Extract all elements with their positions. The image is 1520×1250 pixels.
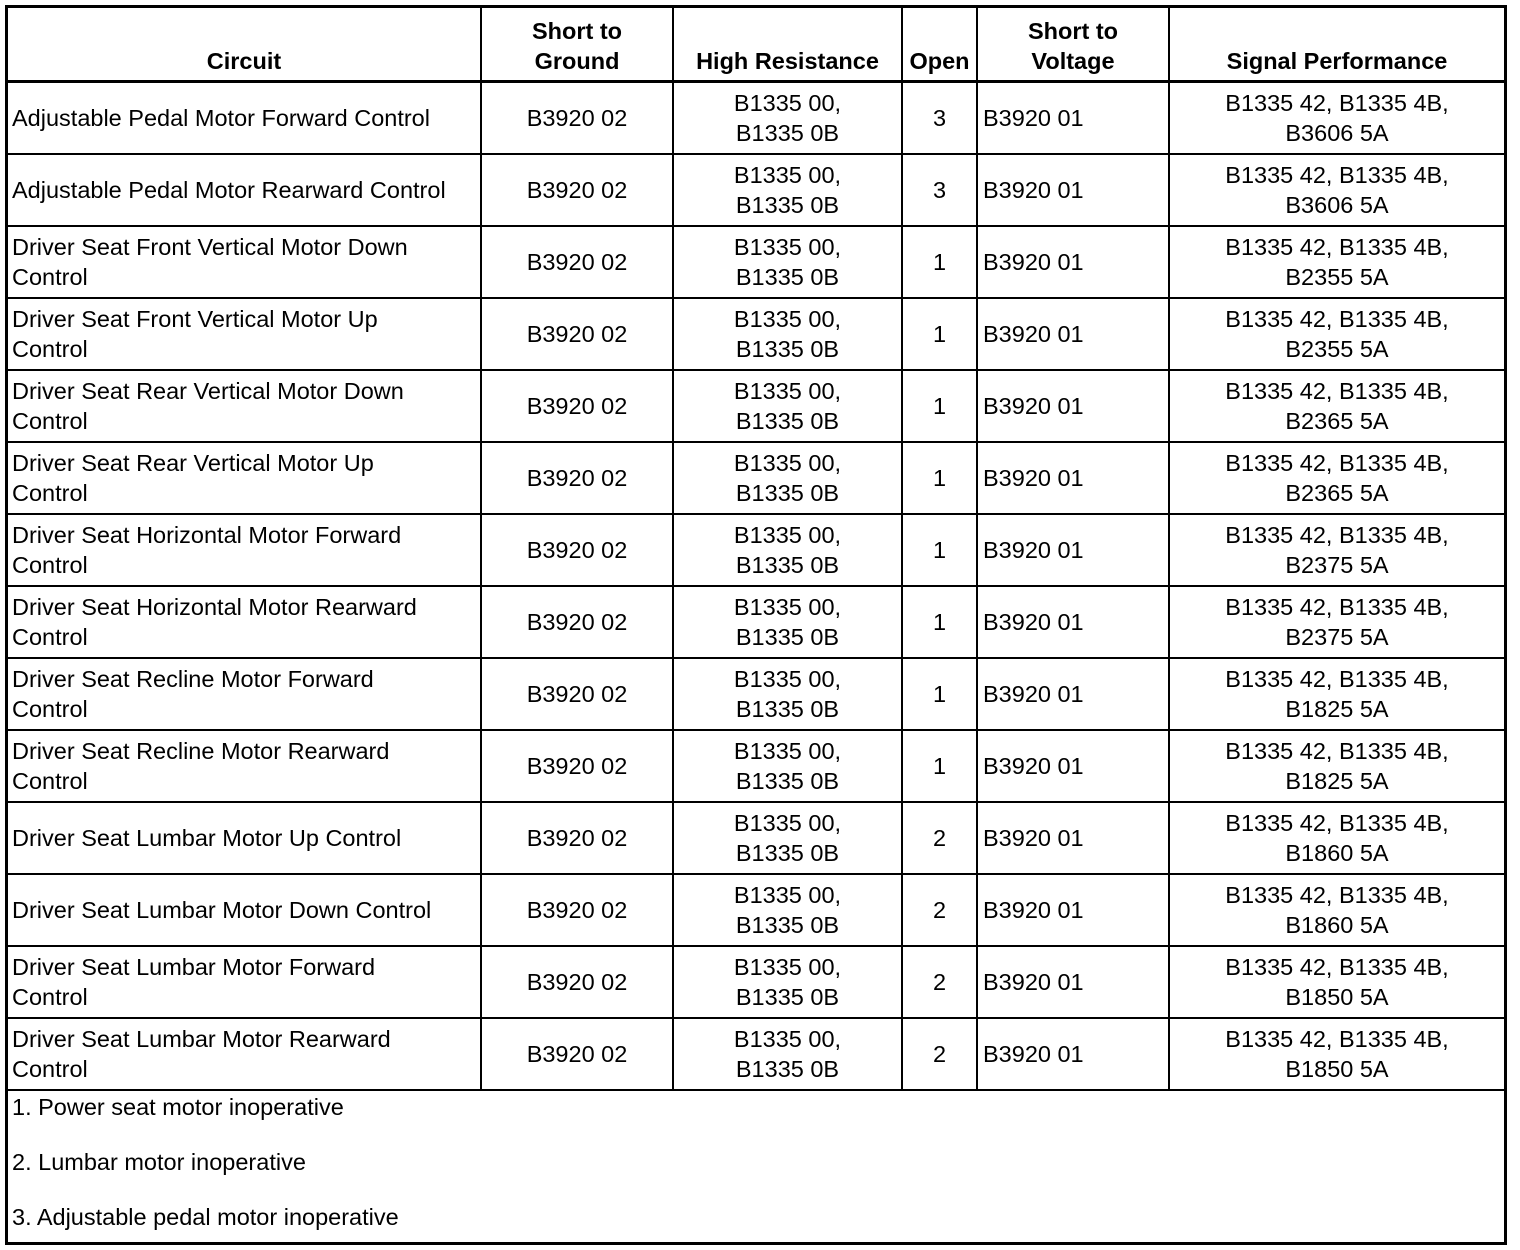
header-high-resistance: High Resistance (673, 8, 902, 82)
high-resistance-line: B1335 00, (733, 594, 842, 620)
high-resistance-line: B1335 00, (733, 1026, 842, 1052)
open-cell: 1 (902, 514, 977, 586)
dtc-symptom-table-document (5, 5, 1507, 1245)
circuit-line: Driver Seat Recline Motor Rearward (12, 738, 390, 764)
circuit-cell (8, 226, 481, 298)
signal-performance-line: B1335 42, B1335 4B, (1225, 162, 1449, 188)
circuit-cell (8, 442, 481, 514)
circuit-cell (8, 298, 481, 370)
circuit-cell (8, 658, 481, 730)
footnote-3: 3. Adjustable pedal motor inoperative (12, 1204, 399, 1230)
circuit-line: Driver Seat Lumbar Motor Down Control (12, 897, 432, 923)
signal-performance-line: B2375 5A (1285, 624, 1389, 650)
high-resistance-line: B1335 0B (735, 1056, 840, 1082)
header-open: Open (902, 8, 977, 82)
short-to-ground-cell: B3920 02 (481, 442, 673, 514)
signal-performance-cell (1169, 730, 1504, 802)
signal-performance-line: B1825 5A (1285, 696, 1389, 722)
high-resistance-cell (673, 370, 902, 442)
table-row (8, 298, 1504, 370)
short-to-voltage-cell: B3920 01 (977, 226, 1169, 298)
circuit-cell (8, 514, 481, 586)
high-resistance-cell (673, 1018, 902, 1090)
high-resistance-line: B1335 0B (735, 192, 840, 218)
signal-performance-line: B1335 42, B1335 4B, (1225, 378, 1449, 404)
signal-performance-cell (1169, 586, 1504, 658)
signal-performance-cell (1169, 442, 1504, 514)
table-row (8, 82, 1504, 155)
signal-performance-line: B1335 42, B1335 4B, (1225, 234, 1449, 260)
circuit-cell (8, 370, 481, 442)
short-to-voltage-cell: B3920 01 (977, 730, 1169, 802)
high-resistance-cell (673, 658, 902, 730)
high-resistance-cell (673, 226, 902, 298)
signal-performance-line: B2365 5A (1285, 408, 1389, 434)
short-to-ground-cell: B3920 02 (481, 658, 673, 730)
short-to-ground-cell: B3920 02 (481, 514, 673, 586)
high-resistance-cell (673, 442, 902, 514)
table-row (8, 226, 1504, 298)
short-to-ground-cell: B3920 02 (481, 298, 673, 370)
circuit-cell (8, 82, 481, 155)
table-row (8, 154, 1504, 226)
table-row (8, 802, 1504, 874)
table-row (8, 442, 1504, 514)
signal-performance-line: B2375 5A (1285, 552, 1389, 578)
signal-performance-line: B1860 5A (1285, 912, 1389, 938)
circuit-line: Driver Seat Lumbar Motor Forward (12, 954, 376, 980)
signal-performance-cell (1169, 514, 1504, 586)
high-resistance-line: B1335 0B (735, 408, 840, 434)
signal-performance-line: B2355 5A (1285, 336, 1389, 362)
high-resistance-line: B1335 00, (733, 450, 842, 476)
short-to-ground-cell: B3920 02 (481, 946, 673, 1018)
high-resistance-cell (673, 730, 902, 802)
circuit-line: Driver Seat Lumbar Motor Rearward (12, 1026, 391, 1052)
high-resistance-line: B1335 0B (735, 696, 840, 722)
signal-performance-line: B2355 5A (1285, 264, 1389, 290)
high-resistance-cell (673, 82, 902, 155)
circuit-line: Control (12, 768, 88, 794)
open-cell: 1 (902, 442, 977, 514)
table-row (8, 946, 1504, 1018)
short-to-ground-cell: B3920 02 (481, 226, 673, 298)
signal-performance-line: B1850 5A (1285, 1056, 1389, 1082)
high-resistance-line: B1335 0B (735, 336, 840, 362)
high-resistance-line: B1335 0B (735, 912, 840, 938)
signal-performance-line: B3606 5A (1285, 120, 1389, 146)
short-to-ground-cell: B3920 02 (481, 154, 673, 226)
open-cell: 1 (902, 586, 977, 658)
high-resistance-line: B1335 0B (735, 120, 840, 146)
circuit-cell (8, 1018, 481, 1090)
header-short-to-voltage-line: Voltage (1031, 48, 1115, 74)
table-row (8, 1018, 1504, 1090)
high-resistance-cell (673, 874, 902, 946)
signal-performance-line: B1335 42, B1335 4B, (1225, 954, 1449, 980)
short-to-voltage-cell: B3920 01 (977, 82, 1169, 155)
high-resistance-line: B1335 00, (733, 954, 842, 980)
signal-performance-cell (1169, 874, 1504, 946)
signal-performance-line: B1850 5A (1285, 984, 1389, 1010)
circuit-line: Control (12, 264, 88, 290)
short-to-voltage-cell: B3920 01 (977, 946, 1169, 1018)
high-resistance-line: B1335 00, (733, 90, 842, 116)
signal-performance-line: B1860 5A (1285, 840, 1389, 866)
high-resistance-cell (673, 946, 902, 1018)
table-row (8, 370, 1504, 442)
table-row (8, 658, 1504, 730)
table-row (8, 874, 1504, 946)
header-short-to-ground-line: Ground (534, 48, 620, 74)
short-to-ground-cell: B3920 02 (481, 802, 673, 874)
signal-performance-line: B1335 42, B1335 4B, (1225, 738, 1449, 764)
high-resistance-line: B1335 0B (735, 624, 840, 650)
short-to-voltage-cell: B3920 01 (977, 1018, 1169, 1090)
short-to-ground-cell: B3920 02 (481, 730, 673, 802)
signal-performance-cell (1169, 154, 1504, 226)
header-short-to-ground (481, 8, 673, 82)
signal-performance-line: B1335 42, B1335 4B, (1225, 882, 1449, 908)
circuit-line: Driver Seat Lumbar Motor Up Control (12, 825, 402, 851)
circuit-line: Control (12, 552, 88, 578)
circuit-line: Adjustable Pedal Motor Rearward Control (12, 177, 446, 203)
circuit-line: Control (12, 408, 88, 434)
short-to-ground-cell: B3920 02 (481, 370, 673, 442)
circuit-line: Driver Seat Front Vertical Motor Down (12, 234, 408, 260)
signal-performance-line: B1335 42, B1335 4B, (1225, 90, 1449, 116)
high-resistance-line: B1335 0B (735, 480, 840, 506)
open-cell: 1 (902, 658, 977, 730)
open-cell: 2 (902, 946, 977, 1018)
high-resistance-cell (673, 298, 902, 370)
table-row (8, 514, 1504, 586)
open-cell: 2 (902, 1018, 977, 1090)
signal-performance-line: B1335 42, B1335 4B, (1225, 594, 1449, 620)
high-resistance-line: B1335 00, (733, 666, 842, 692)
footnote-2: 2. Lumbar motor inoperative (12, 1149, 306, 1175)
open-cell: 1 (902, 370, 977, 442)
table-row (8, 730, 1504, 802)
signal-performance-cell (1169, 658, 1504, 730)
circuit-line: Control (12, 336, 88, 362)
high-resistance-line: B1335 00, (733, 378, 842, 404)
header-short-to-ground-line: Short to (531, 18, 623, 44)
high-resistance-line: B1335 00, (733, 522, 842, 548)
circuit-line: Driver Seat Horizontal Motor Rearward (12, 594, 417, 620)
short-to-voltage-cell: B3920 01 (977, 874, 1169, 946)
short-to-voltage-cell: B3920 01 (977, 370, 1169, 442)
circuit-line: Control (12, 624, 88, 650)
signal-performance-line: B1335 42, B1335 4B, (1225, 810, 1449, 836)
dtc-table (8, 8, 1504, 1091)
high-resistance-cell (673, 514, 902, 586)
circuit-line: Control (12, 1056, 88, 1082)
short-to-voltage-cell: B3920 01 (977, 442, 1169, 514)
short-to-voltage-cell: B3920 01 (977, 298, 1169, 370)
high-resistance-cell (673, 586, 902, 658)
circuit-line: Driver Seat Horizontal Motor Forward (12, 522, 402, 548)
high-resistance-line: B1335 00, (733, 882, 842, 908)
signal-performance-line: B1335 42, B1335 4B, (1225, 522, 1449, 548)
short-to-ground-cell: B3920 02 (481, 1018, 673, 1090)
circuit-cell (8, 802, 481, 874)
high-resistance-line: B1335 00, (733, 234, 842, 260)
short-to-ground-cell: B3920 02 (481, 874, 673, 946)
signal-performance-cell (1169, 226, 1504, 298)
open-cell: 2 (902, 802, 977, 874)
circuit-line: Driver Seat Rear Vertical Motor Up (12, 450, 374, 476)
short-to-ground-cell: B3920 02 (481, 82, 673, 155)
high-resistance-cell (673, 802, 902, 874)
circuit-cell (8, 154, 481, 226)
circuit-cell (8, 586, 481, 658)
high-resistance-line: B1335 00, (733, 738, 842, 764)
circuit-line: Adjustable Pedal Motor Forward Control (12, 105, 430, 131)
circuit-line: Driver Seat Front Vertical Motor Up (12, 306, 378, 332)
circuit-line: Driver Seat Recline Motor Forward (12, 666, 374, 692)
open-cell: 1 (902, 730, 977, 802)
short-to-voltage-cell: B3920 01 (977, 154, 1169, 226)
open-cell: 2 (902, 874, 977, 946)
circuit-line: Driver Seat Rear Vertical Motor Down (12, 378, 404, 404)
signal-performance-line: B1335 42, B1335 4B, (1225, 1026, 1449, 1052)
footnote-1: 1. Power seat motor inoperative (12, 1094, 344, 1120)
open-cell: 1 (902, 226, 977, 298)
high-resistance-line: B1335 00, (733, 810, 842, 836)
high-resistance-line: B1335 0B (735, 264, 840, 290)
signal-performance-cell (1169, 1018, 1504, 1090)
signal-performance-cell (1169, 370, 1504, 442)
circuit-cell (8, 730, 481, 802)
signal-performance-cell (1169, 298, 1504, 370)
header-short-to-voltage (977, 8, 1169, 82)
circuit-line: Control (12, 984, 88, 1010)
open-cell: 1 (902, 298, 977, 370)
signal-performance-line: B2365 5A (1285, 480, 1389, 506)
circuit-cell (8, 946, 481, 1018)
header-circuit: Circuit (8, 8, 481, 82)
short-to-voltage-cell: B3920 01 (977, 586, 1169, 658)
circuit-line: Control (12, 480, 88, 506)
table-body (8, 82, 1504, 1091)
short-to-voltage-cell: B3920 01 (977, 514, 1169, 586)
signal-performance-cell (1169, 802, 1504, 874)
short-to-ground-cell: B3920 02 (481, 586, 673, 658)
table-row (8, 586, 1504, 658)
header-signal-performance: Signal Performance (1169, 8, 1504, 82)
signal-performance-line: B3606 5A (1285, 192, 1389, 218)
open-cell: 3 (902, 154, 977, 226)
high-resistance-cell (673, 154, 902, 226)
open-cell: 3 (902, 82, 977, 155)
header-short-to-voltage-line: Short to (1027, 18, 1119, 44)
signal-performance-cell (1169, 82, 1504, 155)
signal-performance-cell (1169, 946, 1504, 1018)
header-row (8, 8, 1504, 82)
high-resistance-line: B1335 0B (735, 552, 840, 578)
high-resistance-line: B1335 00, (733, 306, 842, 332)
circuit-cell (8, 874, 481, 946)
high-resistance-line: B1335 00, (733, 162, 842, 188)
signal-performance-line: B1335 42, B1335 4B, (1225, 450, 1449, 476)
circuit-line: Control (12, 696, 88, 722)
high-resistance-line: B1335 0B (735, 840, 840, 866)
signal-performance-line: B1335 42, B1335 4B, (1225, 666, 1449, 692)
high-resistance-line: B1335 0B (735, 984, 840, 1010)
high-resistance-line: B1335 0B (735, 768, 840, 794)
short-to-voltage-cell: B3920 01 (977, 658, 1169, 730)
short-to-voltage-cell: B3920 01 (977, 802, 1169, 874)
signal-performance-line: B1335 42, B1335 4B, (1225, 306, 1449, 332)
signal-performance-line: B1825 5A (1285, 768, 1389, 794)
